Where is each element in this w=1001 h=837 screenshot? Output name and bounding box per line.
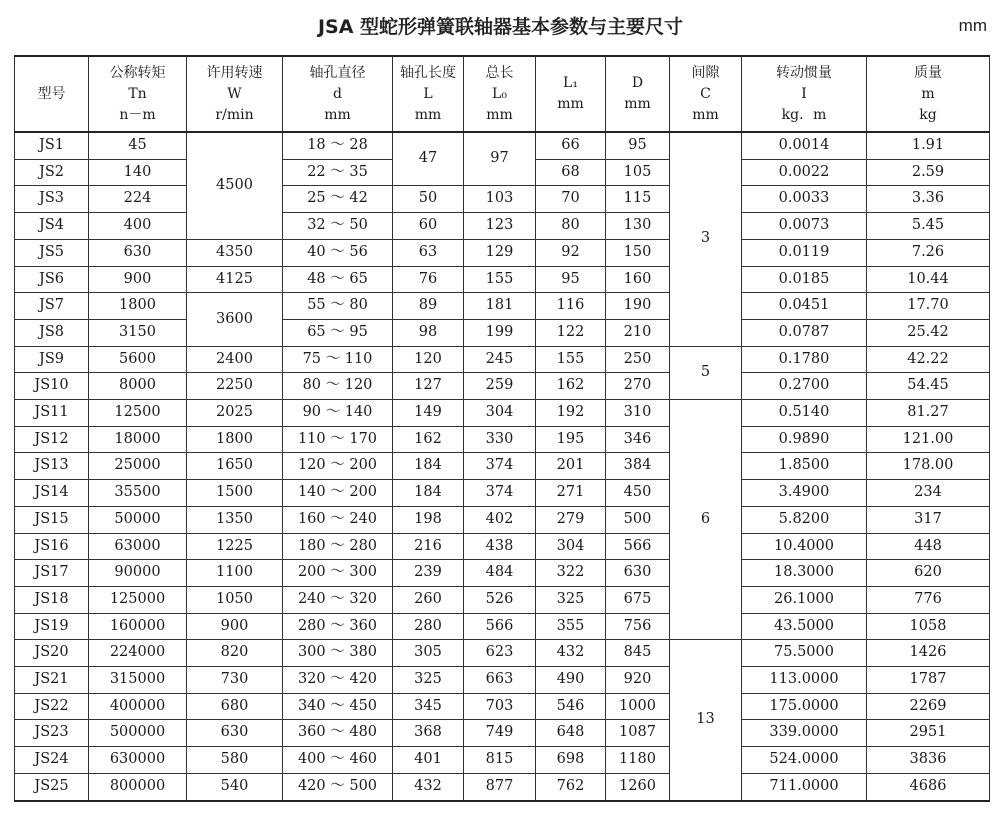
cell-gap-merged: 5: [670, 346, 742, 399]
cell-shaft-length: 325: [393, 667, 464, 694]
cell-speed: 820: [187, 640, 283, 667]
table-row: [15, 720, 990, 747]
cell-torque: 900: [89, 266, 187, 293]
cell-l1: 698: [536, 747, 606, 774]
cell-total-length: 181: [464, 293, 536, 320]
cell-bore: 300 ～ 380: [283, 640, 393, 667]
cell-l1: 201: [536, 453, 606, 480]
cell-torque: 50000: [89, 506, 187, 533]
cell-speed: 2400: [187, 346, 283, 373]
cell-d: 920: [606, 667, 670, 694]
cell-bore: 22 ～ 35: [283, 159, 393, 186]
cell-l1: 70: [536, 186, 606, 213]
table-row: [15, 373, 990, 400]
cell-model: JS25: [15, 773, 89, 800]
cell-model: JS15: [15, 506, 89, 533]
cell-model: JS17: [15, 560, 89, 587]
cell-l1: 68: [536, 159, 606, 186]
cell-torque: 315000: [89, 667, 187, 694]
cell-mass: 1787: [867, 667, 990, 694]
cell-l1: 95: [536, 266, 606, 293]
cell-shaft-length: 184: [393, 453, 464, 480]
table-row: [15, 293, 990, 320]
cell-d: 270: [606, 373, 670, 400]
table-row: [15, 506, 990, 533]
cell-bore: 360 ～ 480: [283, 720, 393, 747]
cell-inertia: 43.5000: [742, 613, 867, 640]
table-row: [15, 560, 990, 587]
header-model: 型号: [15, 56, 89, 132]
cell-mass: 620: [867, 560, 990, 587]
cell-inertia: 3.4900: [742, 480, 867, 507]
cell-total-length: 703: [464, 693, 536, 720]
cell-speed: 1500: [187, 480, 283, 507]
table-row: [15, 667, 990, 694]
cell-bore: 32 ～ 50: [283, 213, 393, 240]
cell-bore: 75 ～ 110: [283, 346, 393, 373]
cell-total-length: 877: [464, 773, 536, 800]
cell-inertia: 113.0000: [742, 667, 867, 694]
cell-l1: 80: [536, 213, 606, 240]
table-row: [15, 613, 990, 640]
cell-shaft-length: 50: [393, 186, 464, 213]
cell-mass: 25.42: [867, 319, 990, 346]
cell-bore: 240 ～ 320: [283, 586, 393, 613]
cell-mass: 1058: [867, 613, 990, 640]
cell-d: 105: [606, 159, 670, 186]
header-mass: 质量 m kg: [867, 56, 990, 132]
cell-inertia: 0.5140: [742, 400, 867, 427]
cell-model: JS9: [15, 346, 89, 373]
cell-inertia: 711.0000: [742, 773, 867, 800]
cell-total-length: 129: [464, 239, 536, 266]
cell-l1: 122: [536, 319, 606, 346]
cell-torque: 630: [89, 239, 187, 266]
header-l1: L₁ mm: [536, 56, 606, 132]
cell-l1: 162: [536, 373, 606, 400]
cell-total-length: 623: [464, 640, 536, 667]
cell-total-length: 245: [464, 346, 536, 373]
cell-d: 500: [606, 506, 670, 533]
cell-torque: 5600: [89, 346, 187, 373]
cell-model: JS13: [15, 453, 89, 480]
cell-l1: 546: [536, 693, 606, 720]
cell-speed: 1350: [187, 506, 283, 533]
cell-shaft-length-merged: 47: [393, 132, 464, 186]
cell-bore: 140 ～ 200: [283, 480, 393, 507]
cell-shaft-length: 401: [393, 747, 464, 774]
cell-shaft-length: 162: [393, 426, 464, 453]
cell-gap-merged: 13: [670, 640, 742, 801]
cell-torque: 800000: [89, 773, 187, 800]
cell-mass: 3836: [867, 747, 990, 774]
cell-torque: 45: [89, 132, 187, 159]
cell-torque: 18000: [89, 426, 187, 453]
cell-shaft-length: 76: [393, 266, 464, 293]
cell-torque: 125000: [89, 586, 187, 613]
table-header: [15, 56, 990, 132]
cell-d: 310: [606, 400, 670, 427]
cell-inertia: 0.0787: [742, 319, 867, 346]
cell-model: JS16: [15, 533, 89, 560]
cell-speed: 630: [187, 720, 283, 747]
cell-torque: 25000: [89, 453, 187, 480]
header-row: [15, 56, 990, 132]
cell-model: JS12: [15, 426, 89, 453]
cell-torque: 12500: [89, 400, 187, 427]
cell-mass: 2.59: [867, 159, 990, 186]
cell-total-length: 304: [464, 400, 536, 427]
cell-bore: 90 ～ 140: [283, 400, 393, 427]
cell-inertia: 0.0119: [742, 239, 867, 266]
cell-torque: 630000: [89, 747, 187, 774]
table-row: [15, 640, 990, 667]
table-row: [15, 213, 990, 240]
table-body: [15, 132, 990, 801]
cell-shaft-length: 432: [393, 773, 464, 800]
cell-speed: 730: [187, 667, 283, 694]
cell-inertia: 5.8200: [742, 506, 867, 533]
cell-inertia: 0.0014: [742, 132, 867, 159]
cell-inertia: 18.3000: [742, 560, 867, 587]
cell-l1: 490: [536, 667, 606, 694]
cell-mass: 3.36: [867, 186, 990, 213]
cell-mass: 234: [867, 480, 990, 507]
cell-l1: 271: [536, 480, 606, 507]
cell-model: JS7: [15, 293, 89, 320]
header-torque: 公称转矩 Tn n－m: [89, 56, 187, 132]
cell-torque: 140: [89, 159, 187, 186]
cell-mass: 178.00: [867, 453, 990, 480]
cell-mass: 448: [867, 533, 990, 560]
cell-torque: 90000: [89, 560, 187, 587]
cell-shaft-length: 368: [393, 720, 464, 747]
table-row: [15, 426, 990, 453]
cell-l1: 66: [536, 132, 606, 159]
cell-model: JS20: [15, 640, 89, 667]
cell-speed: 1650: [187, 453, 283, 480]
cell-total-length-merged: 97: [464, 132, 536, 186]
cell-shaft-length: 89: [393, 293, 464, 320]
cell-inertia: 0.9890: [742, 426, 867, 453]
cell-mass: 54.45: [867, 373, 990, 400]
cell-mass: 2951: [867, 720, 990, 747]
cell-total-length: 374: [464, 480, 536, 507]
cell-l1: 648: [536, 720, 606, 747]
cell-mass: 2269: [867, 693, 990, 720]
cell-d: 756: [606, 613, 670, 640]
cell-d: 1260: [606, 773, 670, 800]
cell-model: JS10: [15, 373, 89, 400]
table-row: [15, 186, 990, 213]
cell-l1: 195: [536, 426, 606, 453]
cell-model: JS5: [15, 239, 89, 266]
table-row: [15, 533, 990, 560]
header-gap: 间隙 C mm: [670, 56, 742, 132]
cell-model: JS8: [15, 319, 89, 346]
cell-d: 250: [606, 346, 670, 373]
cell-speed: 1050: [187, 586, 283, 613]
cell-inertia: 0.0033: [742, 186, 867, 213]
cell-mass: 17.70: [867, 293, 990, 320]
cell-bore: 18 ～ 28: [283, 132, 393, 159]
table-row: [15, 346, 990, 373]
cell-shaft-length: 60: [393, 213, 464, 240]
table-row: [15, 132, 990, 159]
cell-bore: 400 ～ 460: [283, 747, 393, 774]
cell-model: JS3: [15, 186, 89, 213]
cell-bore: 55 ～ 80: [283, 293, 393, 320]
cell-total-length: 123: [464, 213, 536, 240]
cell-shaft-length: 184: [393, 480, 464, 507]
cell-model: JS19: [15, 613, 89, 640]
cell-shaft-length: 127: [393, 373, 464, 400]
cell-d: 160: [606, 266, 670, 293]
cell-torque: 224: [89, 186, 187, 213]
cell-mass: 42.22: [867, 346, 990, 373]
cell-shaft-length: 345: [393, 693, 464, 720]
cell-inertia: 175.0000: [742, 693, 867, 720]
cell-bore: 65 ～ 95: [283, 319, 393, 346]
cell-torque: 63000: [89, 533, 187, 560]
cell-bore: 120 ～ 200: [283, 453, 393, 480]
cell-d: 845: [606, 640, 670, 667]
table-row: [15, 747, 990, 774]
table-row: [15, 400, 990, 427]
cell-inertia: 0.0022: [742, 159, 867, 186]
cell-speed: 4350: [187, 239, 283, 266]
cell-d: 95: [606, 132, 670, 159]
header-total-length: 总长 L₀ mm: [464, 56, 536, 132]
cell-bore: 280 ～ 360: [283, 613, 393, 640]
cell-d: 384: [606, 453, 670, 480]
cell-d: 630: [606, 560, 670, 587]
table-row: [15, 773, 990, 800]
cell-total-length: 199: [464, 319, 536, 346]
cell-d: 190: [606, 293, 670, 320]
cell-model: JS18: [15, 586, 89, 613]
cell-mass: 317: [867, 506, 990, 533]
table-row: [15, 480, 990, 507]
cell-mass: 121.00: [867, 426, 990, 453]
header-d: D mm: [606, 56, 670, 132]
cell-mass: 776: [867, 586, 990, 613]
cell-inertia: 0.2700: [742, 373, 867, 400]
cell-speed: 1800: [187, 426, 283, 453]
cell-inertia: 0.1780: [742, 346, 867, 373]
cell-inertia: 10.4000: [742, 533, 867, 560]
cell-gap-merged: 6: [670, 400, 742, 640]
cell-total-length: 259: [464, 373, 536, 400]
header-bore: 轴孔直径 d mm: [283, 56, 393, 132]
cell-torque: 400000: [89, 693, 187, 720]
table-row: [15, 693, 990, 720]
cell-total-length: 749: [464, 720, 536, 747]
cell-speed: 1100: [187, 560, 283, 587]
cell-speed: 1225: [187, 533, 283, 560]
cell-d: 566: [606, 533, 670, 560]
cell-speed: 4125: [187, 266, 283, 293]
cell-inertia: 26.1000: [742, 586, 867, 613]
cell-bore: 110 ～ 170: [283, 426, 393, 453]
cell-bore: 40 ～ 56: [283, 239, 393, 266]
cell-model: JS4: [15, 213, 89, 240]
cell-l1: 304: [536, 533, 606, 560]
cell-total-length: 438: [464, 533, 536, 560]
spec-table: [14, 55, 990, 802]
header-shaft-length: 轴孔长度 L mm: [393, 56, 464, 132]
cell-mass: 1.91: [867, 132, 990, 159]
cell-bore: 80 ～ 120: [283, 373, 393, 400]
cell-bore: 48 ～ 65: [283, 266, 393, 293]
cell-shaft-length: 198: [393, 506, 464, 533]
cell-torque: 500000: [89, 720, 187, 747]
header-inertia: 转动惯量 I kg．m: [742, 56, 867, 132]
cell-speed: 580: [187, 747, 283, 774]
table-row: [15, 239, 990, 266]
cell-l1: 92: [536, 239, 606, 266]
cell-shaft-length: 280: [393, 613, 464, 640]
cell-model: JS2: [15, 159, 89, 186]
cell-gap-merged: 3: [670, 132, 742, 346]
cell-inertia: 339.0000: [742, 720, 867, 747]
cell-l1: 192: [536, 400, 606, 427]
unit-label: mm: [958, 16, 987, 35]
cell-model: JS6: [15, 266, 89, 293]
cell-model: JS1: [15, 132, 89, 159]
cell-total-length: 155: [464, 266, 536, 293]
cell-shaft-length: 216: [393, 533, 464, 560]
cell-shaft-length: 98: [393, 319, 464, 346]
cell-speed: 680: [187, 693, 283, 720]
cell-d: 150: [606, 239, 670, 266]
cell-shaft-length: 63: [393, 239, 464, 266]
table-row: [15, 586, 990, 613]
cell-l1: 322: [536, 560, 606, 587]
cell-inertia: 0.0073: [742, 213, 867, 240]
cell-inertia: 0.0451: [742, 293, 867, 320]
cell-model: JS23: [15, 720, 89, 747]
cell-bore: 25 ～ 42: [283, 186, 393, 213]
cell-total-length: 484: [464, 560, 536, 587]
cell-bore: 160 ～ 240: [283, 506, 393, 533]
cell-d: 450: [606, 480, 670, 507]
cell-speed: 540: [187, 773, 283, 800]
cell-l1: 279: [536, 506, 606, 533]
table-row: [15, 453, 990, 480]
cell-l1: 432: [536, 640, 606, 667]
header-speed: 许用转速 W r/min: [187, 56, 283, 132]
cell-torque: 3150: [89, 319, 187, 346]
cell-l1: 325: [536, 586, 606, 613]
cell-shaft-length: 305: [393, 640, 464, 667]
cell-d: 1087: [606, 720, 670, 747]
cell-bore: 200 ～ 300: [283, 560, 393, 587]
cell-mass: 81.27: [867, 400, 990, 427]
cell-total-length: 374: [464, 453, 536, 480]
cell-shaft-length: 149: [393, 400, 464, 427]
cell-mass: 7.26: [867, 239, 990, 266]
cell-d: 1180: [606, 747, 670, 774]
cell-shaft-length: 239: [393, 560, 464, 587]
cell-total-length: 402: [464, 506, 536, 533]
cell-total-length: 566: [464, 613, 536, 640]
cell-total-length: 103: [464, 186, 536, 213]
cell-speed: 900: [187, 613, 283, 640]
cell-model: JS21: [15, 667, 89, 694]
table-row: [15, 319, 990, 346]
cell-inertia: 75.5000: [742, 640, 867, 667]
cell-d: 115: [606, 186, 670, 213]
cell-l1: 116: [536, 293, 606, 320]
cell-total-length: 526: [464, 586, 536, 613]
cell-speed-merged: 3600: [187, 293, 283, 346]
page-title: JSA 型蛇形弹簧联轴器基本参数与主要尺寸: [317, 16, 684, 38]
cell-inertia: 524.0000: [742, 747, 867, 774]
cell-mass: 1426: [867, 640, 990, 667]
cell-model: JS14: [15, 480, 89, 507]
cell-torque: 8000: [89, 373, 187, 400]
cell-l1: 155: [536, 346, 606, 373]
cell-d: 675: [606, 586, 670, 613]
cell-torque: 35500: [89, 480, 187, 507]
table-row: [15, 266, 990, 293]
cell-torque: 400: [89, 213, 187, 240]
cell-speed: 2250: [187, 373, 283, 400]
cell-d: 1000: [606, 693, 670, 720]
cell-d: 346: [606, 426, 670, 453]
cell-model: JS24: [15, 747, 89, 774]
cell-shaft-length: 260: [393, 586, 464, 613]
cell-shaft-length: 120: [393, 346, 464, 373]
cell-bore: 180 ～ 280: [283, 533, 393, 560]
cell-total-length: 815: [464, 747, 536, 774]
cell-d: 130: [606, 213, 670, 240]
cell-model: JS22: [15, 693, 89, 720]
cell-model: JS11: [15, 400, 89, 427]
cell-inertia: 0.0185: [742, 266, 867, 293]
cell-torque: 160000: [89, 613, 187, 640]
cell-bore: 320 ～ 420: [283, 667, 393, 694]
cell-d: 210: [606, 319, 670, 346]
cell-mass: 4686: [867, 773, 990, 800]
cell-l1: 762: [536, 773, 606, 800]
cell-total-length: 330: [464, 426, 536, 453]
cell-total-length: 663: [464, 667, 536, 694]
cell-l1: 355: [536, 613, 606, 640]
cell-torque: 1800: [89, 293, 187, 320]
cell-speed-merged: 4500: [187, 132, 283, 239]
cell-mass: 5.45: [867, 213, 990, 240]
cell-inertia: 1.8500: [742, 453, 867, 480]
cell-mass: 10.44: [867, 266, 990, 293]
cell-bore: 420 ～ 500: [283, 773, 393, 800]
cell-torque: 224000: [89, 640, 187, 667]
cell-speed: 2025: [187, 400, 283, 427]
cell-bore: 340 ～ 450: [283, 693, 393, 720]
